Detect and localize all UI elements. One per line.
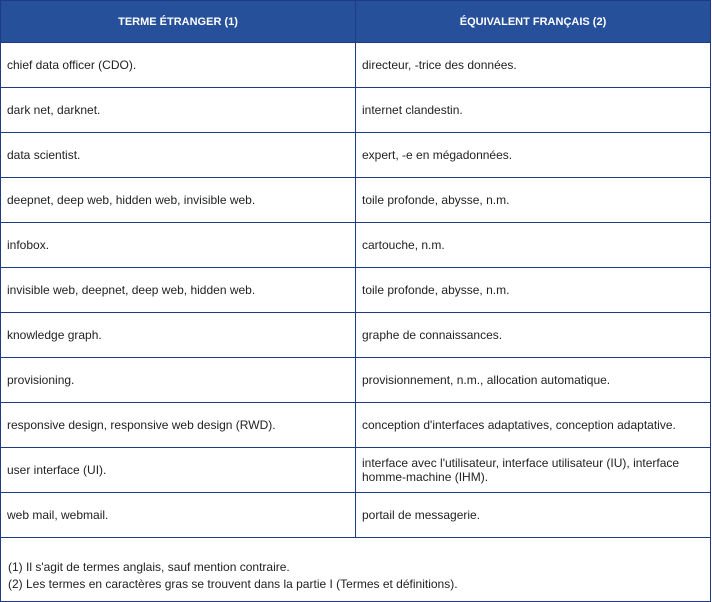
foreign-term-cell: provisioning.: [1, 358, 356, 403]
table-row: [1, 268, 711, 313]
table-row: [1, 493, 711, 538]
french-equivalent-cell: directeur, -trice des données.: [356, 43, 711, 88]
french-equivalent-cell: toile profonde, abysse, n.m.: [356, 178, 711, 223]
table-footnotes: [0, 538, 711, 602]
foreign-term-cell: user interface (UI).: [1, 448, 356, 493]
french-equivalent-cell: toile profonde, abysse, n.m.: [356, 268, 711, 313]
french-equivalent-cell: conception d'interfaces adaptatives, conception adaptative.: [356, 403, 711, 448]
french-equivalent-cell: interface avec l'utilisateur, interface utilisateur (IU), interface homme-machine (IHM).: [356, 448, 711, 493]
table-row: [1, 223, 711, 268]
french-equivalent-cell: portail de messagerie.: [356, 493, 711, 538]
footnote-1: (1) Il s'agit de termes anglais, sauf mention contraire.: [8, 560, 290, 574]
foreign-term-cell: infobox.: [1, 223, 356, 268]
foreign-term-cell: web mail, webmail.: [1, 493, 356, 538]
french-equivalent-cell: graphe de connaissances.: [356, 313, 711, 358]
header-foreign-term: TERME ÉTRANGER (1): [1, 1, 356, 43]
table-row: [1, 358, 711, 403]
foreign-term-cell: data scientist.: [1, 133, 356, 178]
french-equivalent-cell: provisionnement, n.m., allocation automatique.: [356, 358, 711, 403]
foreign-term-cell: dark net, darknet.: [1, 88, 356, 133]
footnote-2: (2) Les termes en caractères gras se trouvent dans la partie I (Termes et définitions).: [8, 577, 458, 591]
table-row: [1, 133, 711, 178]
table-row: [1, 403, 711, 448]
foreign-term-cell: responsive design, responsive web design (RWD).: [1, 403, 356, 448]
foreign-term-cell: deepnet, deep web, hidden web, invisible web.: [1, 178, 356, 223]
foreign-term-cell: chief data officer (CDO).: [1, 43, 356, 88]
foreign-term-cell: knowledge graph.: [1, 313, 356, 358]
table-row: [1, 313, 711, 358]
table-row: [1, 43, 711, 88]
table-header-row: [1, 1, 711, 43]
table-row: [1, 178, 711, 223]
french-equivalent-cell: internet clandestin.: [356, 88, 711, 133]
french-equivalent-cell: cartouche, n.m.: [356, 223, 711, 268]
foreign-term-cell: invisible web, deepnet, deep web, hidden web.: [1, 268, 356, 313]
french-equivalent-cell: expert, -e en mégadonnées.: [356, 133, 711, 178]
table-row: [1, 448, 711, 493]
table-row: [1, 88, 711, 133]
header-french-equivalent: ÉQUIVALENT FRANÇAIS (2): [356, 1, 711, 43]
